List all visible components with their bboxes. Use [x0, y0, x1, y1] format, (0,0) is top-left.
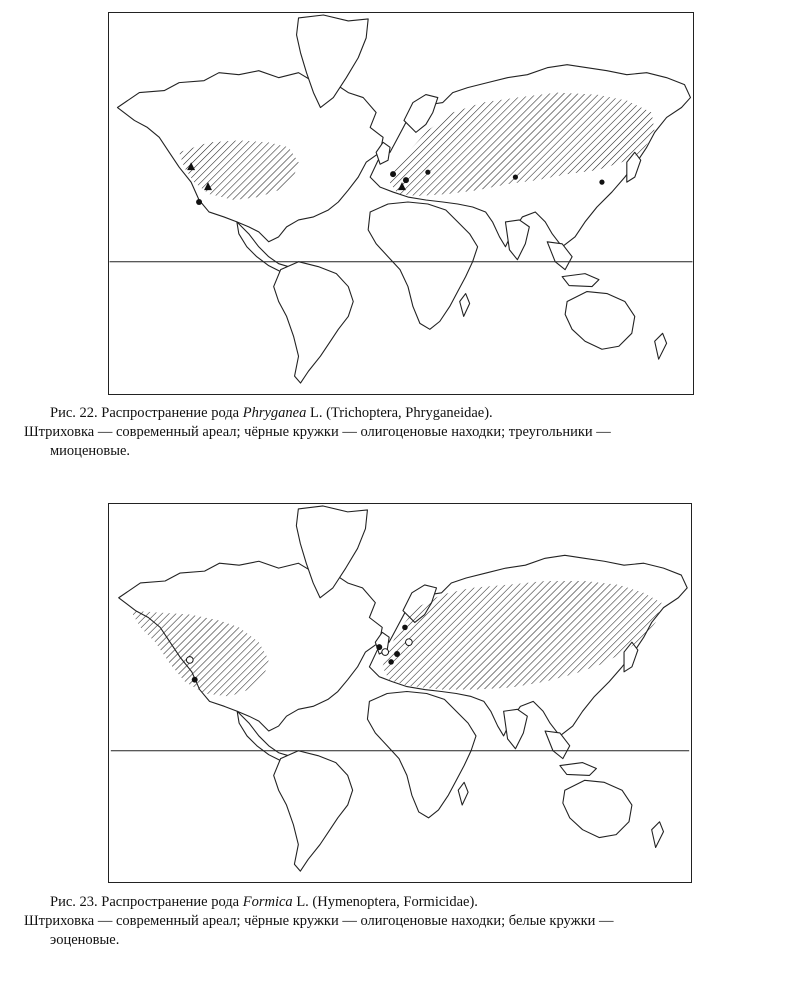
landmass-new-zealand — [652, 822, 664, 848]
figure-22-genus: Phryganea — [242, 405, 307, 421]
landmass-indonesia — [560, 763, 597, 776]
eocene-find-marker — [186, 657, 193, 664]
landmass-australia — [565, 292, 635, 350]
landmass-madagascar — [458, 782, 468, 805]
landmass-africa — [367, 692, 476, 818]
landmass-south-america — [274, 262, 354, 383]
landmass-australia — [563, 780, 632, 837]
figure-23-caption — [24, 893, 784, 950]
oligocene-find-marker — [599, 180, 604, 185]
figure-23-title — [24, 893, 784, 912]
oligocene-find-marker — [513, 175, 518, 180]
figure-22-caption — [24, 404, 784, 461]
figure-22-title-suffix: L. (Trichoptera, Phryganeidae). — [306, 405, 493, 421]
landmass-indonesia — [562, 274, 599, 287]
oligocene-find-marker — [388, 659, 394, 665]
figure-23-title-suffix: L. (Hymenoptera, Formicidae). — [292, 894, 478, 910]
map-phryganea — [108, 12, 694, 395]
figure-23-legend-line1: Штриховка — современный ареал; чёрные кружки — олигоценовые находки; белые кружки — — [24, 913, 614, 929]
figure-22-legend-line1: Штриховка — современный ареал; чёрные кружки — олигоценовые находки; треугольники — — [24, 424, 611, 440]
oligocene-find-marker — [403, 177, 409, 183]
landmass-south-america — [274, 751, 353, 871]
oligocene-find-marker — [402, 625, 408, 631]
oligocene-find-marker — [425, 170, 430, 175]
landmass-new-zealand — [655, 333, 667, 359]
oligocene-find-marker — [196, 199, 202, 205]
landmass-madagascar — [460, 294, 470, 317]
oligocene-find-marker — [376, 644, 382, 650]
landmass-southeast-asia — [545, 731, 570, 759]
eocene-find-marker — [382, 649, 389, 656]
landmass-southeast-asia — [547, 242, 572, 270]
figure-22-title-prefix: Рис. 22. Распространение рода — [50, 405, 243, 421]
figure-23-legend-line2: эоценовые. — [50, 932, 120, 948]
landmass-india — [504, 709, 528, 748]
oligocene-find-marker — [390, 171, 396, 177]
figure-23-genus: Formica — [242, 894, 293, 910]
eocene-find-marker — [406, 639, 413, 646]
oligocene-find-marker — [192, 677, 198, 683]
world-map-phryganea — [109, 13, 693, 394]
figure-23-title-prefix: Рис. 23. Распространение рода — [50, 894, 243, 910]
world-map-formica — [109, 504, 691, 882]
landmass-india — [505, 220, 529, 260]
figure-22-legend-line2: миоценовые. — [50, 443, 131, 459]
landmass-africa — [368, 202, 477, 329]
map-formica — [108, 503, 692, 883]
figure-22-title — [24, 404, 784, 423]
oligocene-find-marker — [394, 651, 400, 657]
